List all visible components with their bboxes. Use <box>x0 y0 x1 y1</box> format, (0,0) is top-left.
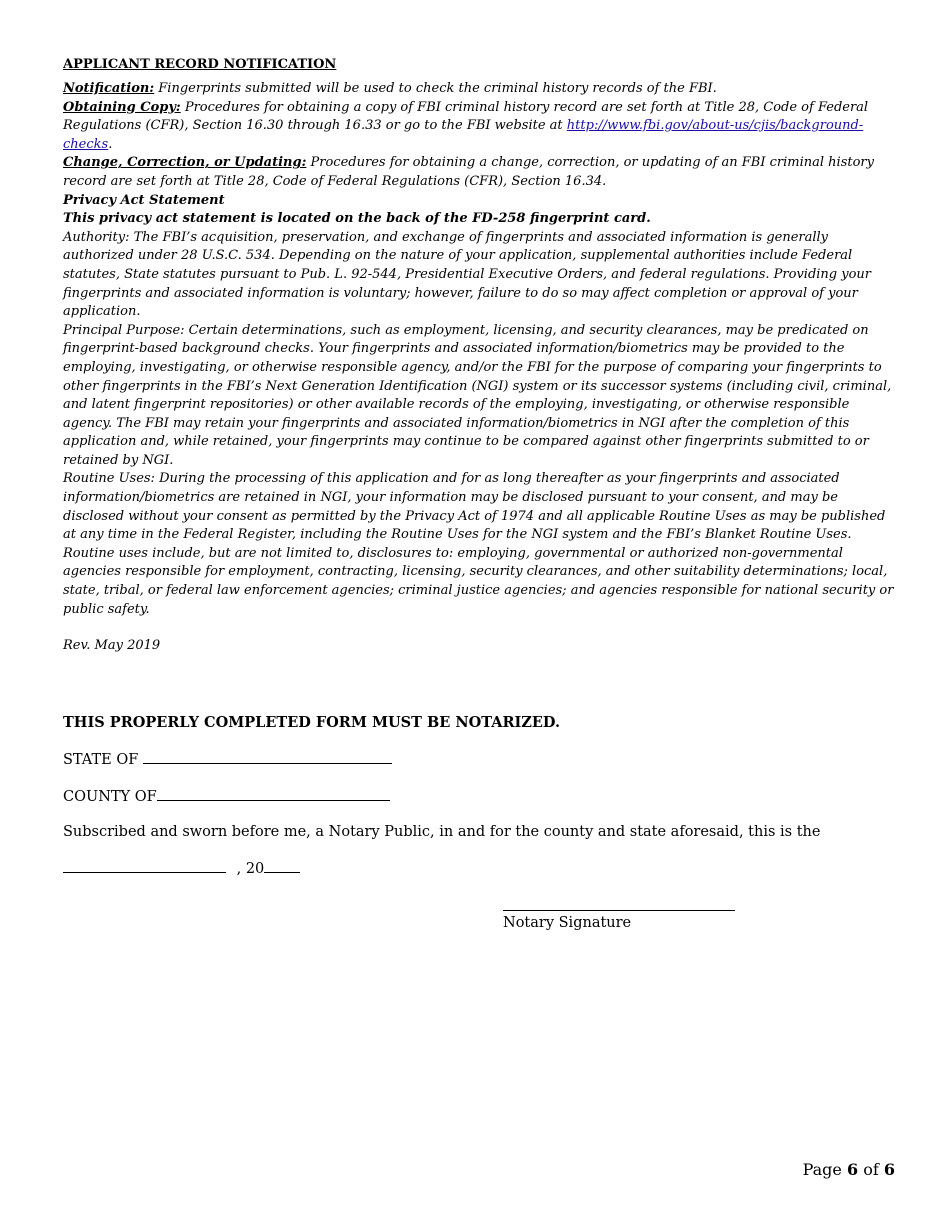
change-text: Procedures for obtaining a change, correction, or updating of an FBI criminal history record are set forth at Title 28, Code of Federal Regulations (CFR), Section 16.34. <box>63 155 874 189</box>
notification-label: Notification: <box>63 81 155 96</box>
section-heading: APPLICANT RECORD NOTIFICATION <box>63 57 337 72</box>
county-label: COUNTY OF <box>63 789 157 805</box>
year-field[interactable] <box>264 858 300 873</box>
principal-purpose-paragraph: Principal Purpose: Certain determinations, such as employment, licensing, and security clearances, may be predicated on fingerprint-based background checks. Your fingerprints and associated information/biometrics may be provided to the employing, investigating, or otherwise responsible agency, and/or the FBI for the purpose of comparing your fingerprints to other fingerprints in the FBI’s Next Generation Identification (NGI) system or its successor systems (including civil, criminal, and latent fingerprint repositories) or other available records of the employing, investigating, or otherwise responsible agency. The FBI may retain your fingerprints and associated information/biometrics in NGI after the completion of this application and, while retained, your fingerprints may continue to be compared against other fingerprints submitted to or retained by NGI. <box>63 322 892 468</box>
sworn-text: Subscribed and sworn before me, a Notary Public, in and for the county and state aforesaid, this is the <box>63 824 821 840</box>
state-label: STATE OF <box>63 752 143 768</box>
state-field[interactable] <box>143 749 392 764</box>
county-row <box>63 786 390 807</box>
notary-signature-line[interactable] <box>503 910 735 911</box>
routine-uses-paragraph: Routine Uses: During the processing of this application and for as long thereafter as your fingerprints and associated information/biometrics are retained in NGI, your information may be disclosed pursuant to your consent, and may be disclosed without your consent as permitted by the Privacy Act of 1974 and all applicable Routine Uses as may be published at any time in the Federal Register, including the Routine Uses for the NGI system and the FBI’s Blanket Routine Uses. Routine uses include, but are not limited to, disclosures to: employing, governmental or authorized non-governmental agencies responsible for employment, contracting, licensing, security clearances, and other suitability determinations; local, state, tribal, or federal law enforcement agencies; criminal justice agencies; and agencies responsible for national security or public safety. <box>63 471 894 617</box>
year-prefix: , 20 <box>232 861 265 877</box>
notification-text: Fingerprints submitted will be used to check the criminal history records of the FBI. <box>154 81 717 96</box>
privacy-act-title: Privacy Act Statement <box>63 192 225 208</box>
county-field[interactable] <box>157 786 390 801</box>
notification-paragraph <box>63 80 895 99</box>
change-label: Change, Correction, or Updating: <box>63 155 307 171</box>
state-row <box>63 749 392 770</box>
change-paragraph <box>63 154 895 191</box>
notarize-notice: THIS PROPERLY COMPLETED FORM MUST BE NOTARIZED. <box>63 714 561 731</box>
privacy-act-location: This privacy act statement is located on the back of the FD-258 fingerprint card. <box>63 211 651 227</box>
revision-date: Rev. May 2019 <box>63 638 161 654</box>
obtaining-copy-period: . <box>108 136 113 152</box>
privacy-notice-section <box>63 55 895 655</box>
date-row <box>63 858 300 879</box>
obtaining-copy-text: Procedures for obtaining a copy of FBI criminal history record are set forth at Title 28, Code of Federal Regulations (CFR), Section 16.30 through 16.33 or go to the FBI website at <box>63 99 869 134</box>
obtaining-copy-label: Obtaining Copy: <box>63 99 181 115</box>
notary-signature-label: Notary Signature <box>503 915 632 931</box>
current-page: 6 <box>846 1160 859 1179</box>
sworn-row <box>63 822 820 842</box>
fbi-background-checks-link[interactable]: http://www.fbi.gov/about-us/cjis/background-checks <box>63 118 864 152</box>
total-pages: 6 <box>883 1160 895 1179</box>
of-word: of <box>858 1160 884 1179</box>
authority-paragraph: Authority: The FBI’s acquisition, preservation, and exchange of fingerprints and associated information is generally authorized under 28 U.S.C. 534. Depending on the nature of your application, supplemental authorities include Federal statutes, State statutes pursuant to Pub. L. 92-544, Presidential Executive Orders, and federal regulations. Providing your fingerprints and associated information is voluntary; however, failure to do so may affect completion or approval of your application. <box>63 229 872 320</box>
page-word: Page <box>802 1160 847 1179</box>
page-number <box>803 1159 895 1181</box>
day-field[interactable] <box>63 858 226 873</box>
obtaining-copy-paragraph <box>63 99 895 155</box>
